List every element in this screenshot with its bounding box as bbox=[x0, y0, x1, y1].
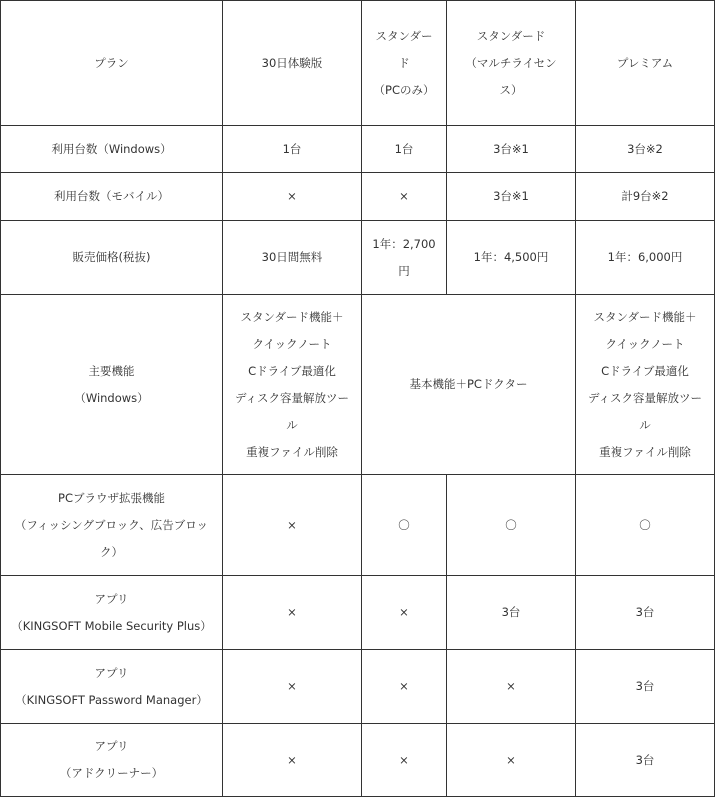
cell-multi: 3台※1 bbox=[447, 126, 576, 173]
cell-standard-multi: 基本機能＋PCドクター bbox=[362, 295, 576, 475]
cell-premium: 3台 bbox=[576, 724, 715, 797]
header-premium: プレミアム bbox=[576, 1, 715, 126]
cell-multi: 1年：4,500円 bbox=[447, 221, 576, 295]
row-label bbox=[1, 650, 223, 724]
row-app-cleaner bbox=[1, 724, 715, 797]
row-app-security bbox=[1, 576, 715, 650]
label-line: （KINGSOFT Mobile Security Plus） bbox=[11, 618, 212, 633]
cell-trial: 1台 bbox=[223, 126, 362, 173]
cell-multi: × bbox=[447, 650, 576, 724]
header-plan: プラン bbox=[1, 1, 223, 126]
label-line: （KINGSOFT Password Manager） bbox=[15, 692, 208, 707]
row-mobile-devices bbox=[1, 173, 715, 221]
header-standard-multi bbox=[447, 1, 576, 126]
header-standard-line: スタンダー bbox=[375, 28, 433, 43]
feature-line: 重複ファイル削除 bbox=[599, 444, 691, 459]
row-label: 利用台数（Windows） bbox=[1, 126, 223, 173]
header-standard-line: ド bbox=[398, 55, 410, 70]
feature-line: Cドライブ最適化 bbox=[601, 363, 689, 378]
cell-trial: × bbox=[223, 475, 362, 576]
cell-trial: × bbox=[223, 576, 362, 650]
label-line: （アドクリーナー） bbox=[59, 766, 164, 780]
cell-premium: 3台※2 bbox=[576, 126, 715, 173]
header-standard-line: （PCのみ） bbox=[373, 82, 435, 97]
header-row bbox=[1, 1, 715, 126]
header-trial: 30日体験版 bbox=[223, 1, 362, 126]
label-line: PCブラウザ拡張機能 bbox=[58, 490, 165, 505]
row-label bbox=[1, 576, 223, 650]
row-label: 販売価格(税抜) bbox=[1, 221, 223, 295]
feature-line: スタンダード機能＋ bbox=[593, 309, 697, 324]
cell-premium: 3台 bbox=[576, 650, 715, 724]
cell-multi: × bbox=[447, 724, 576, 797]
cell-standard: × bbox=[362, 173, 447, 221]
feature-line: クイックノート bbox=[605, 336, 685, 351]
feature-line: ル bbox=[286, 417, 298, 432]
cell-standard: × bbox=[362, 576, 447, 650]
cell-standard: × bbox=[362, 650, 447, 724]
label-line: アプリ bbox=[94, 739, 129, 753]
cell-multi: 〇 bbox=[447, 475, 576, 576]
cell-standard bbox=[362, 221, 447, 295]
feature-line: ディスク容量解放ツー bbox=[234, 390, 350, 405]
cell-premium: 〇 bbox=[576, 475, 715, 576]
cell-standard: × bbox=[362, 724, 447, 797]
label-line: （Windows） bbox=[74, 390, 149, 405]
row-features bbox=[1, 295, 715, 475]
header-multi-line: ス） bbox=[499, 82, 523, 97]
label-line: ク） bbox=[100, 544, 123, 559]
cell-premium: 1年：6,000円 bbox=[576, 221, 715, 295]
row-label bbox=[1, 724, 223, 797]
cell-multi: 3台※1 bbox=[447, 173, 576, 221]
label-line: アプリ bbox=[94, 591, 129, 606]
header-multi-line: スタンダード bbox=[476, 28, 546, 43]
cell-multi: 3台 bbox=[447, 576, 576, 650]
feature-line: クイックノート bbox=[252, 336, 332, 351]
feature-line: スタンダード機能＋ bbox=[240, 309, 344, 324]
row-windows-devices bbox=[1, 126, 715, 173]
cell-standard: 〇 bbox=[362, 475, 447, 576]
label-line: （フィッシングブロック、広告ブロッ bbox=[14, 517, 209, 532]
price-line: 1年：2,700 bbox=[372, 236, 436, 251]
cell-trial: × bbox=[223, 173, 362, 221]
feature-line: ディスク容量解放ツー bbox=[587, 390, 703, 405]
cell-premium: 計9台※2 bbox=[576, 173, 715, 221]
cell-premium: 3台 bbox=[576, 576, 715, 650]
cell-trial bbox=[223, 295, 362, 475]
row-browser-extension bbox=[1, 475, 715, 576]
row-label: 利用台数（モバイル） bbox=[1, 173, 223, 221]
row-price bbox=[1, 221, 715, 295]
cell-trial: × bbox=[223, 724, 362, 797]
header-standard bbox=[362, 1, 447, 126]
label-line: 主要機能 bbox=[88, 363, 135, 378]
row-label bbox=[1, 475, 223, 576]
price-line: 円 bbox=[398, 263, 410, 278]
header-multi-line: （マルチライセン bbox=[465, 55, 557, 70]
row-app-password bbox=[1, 650, 715, 724]
feature-line: 重複ファイル削除 bbox=[246, 444, 338, 459]
cell-trial: 30日間無料 bbox=[223, 221, 362, 295]
feature-line: ル bbox=[639, 417, 651, 432]
cell-trial: × bbox=[223, 650, 362, 724]
cell-standard: 1台 bbox=[362, 126, 447, 173]
cell-premium bbox=[576, 295, 715, 475]
row-label bbox=[1, 295, 223, 475]
feature-line: Cドライブ最適化 bbox=[248, 363, 336, 378]
label-line: アプリ bbox=[94, 665, 129, 680]
